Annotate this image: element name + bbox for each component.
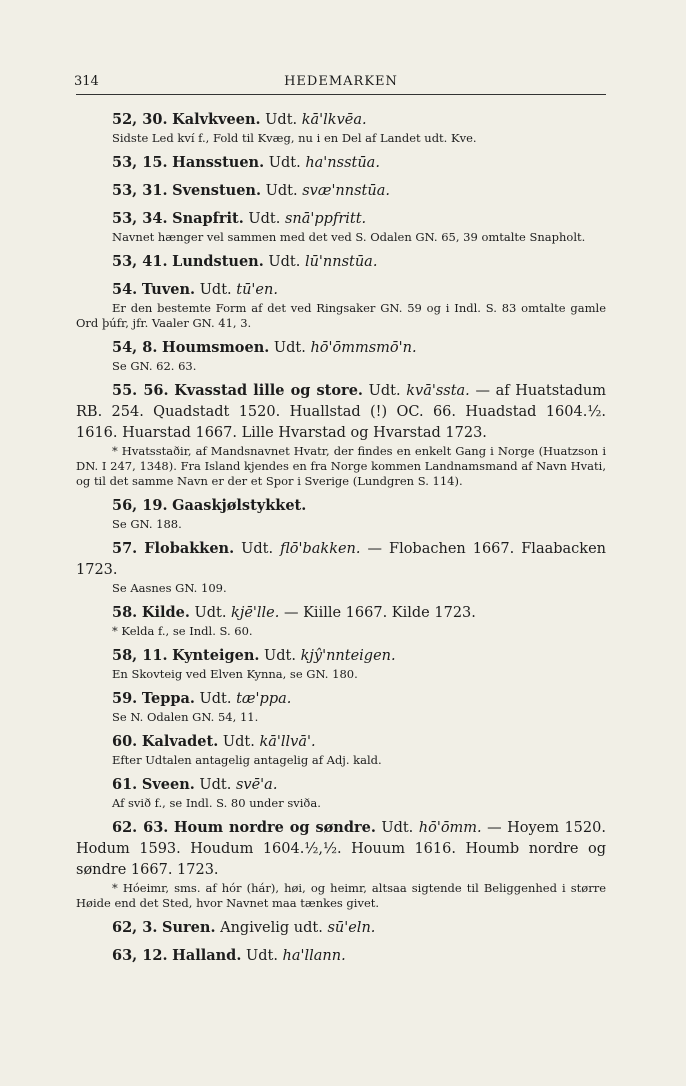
entry-headword-line: [76, 774, 606, 796]
entry-pronunciation: hō'ōmmsmō'n.: [310, 340, 417, 356]
entry-number: 55. 56.: [112, 382, 169, 399]
entry: [76, 688, 606, 725]
entry-headword-line: [76, 645, 606, 667]
entry-name: Hansstuen.: [172, 154, 265, 171]
entry-name: Snapfrit.: [172, 210, 244, 227]
entry-label: Udt.: [263, 254, 305, 270]
entry-note: * Hvatsstaðir, af Mandsnavnet Hvatr, der findes en enkelt Gang i Norge (Huatzson i DN. I 247, 1348). Fra Island kjendes en fra Norge kommen Landnamsmand af Navn Hvati, og til det samme Navn er der et Spor i Sverige (Lundgren S. 114).: [76, 444, 606, 488]
entry-pronunciation: kā'lkvēa.: [301, 112, 367, 128]
entry: [76, 180, 606, 202]
entry-pronunciation: snā'ppfritt.: [284, 211, 367, 227]
entry-name: Halland.: [172, 947, 242, 964]
entry-note: Se GN. 62. 63.: [112, 359, 197, 373]
running-title: HEDEMARKEN: [284, 74, 398, 89]
entry-note: Navnet hænger vel sammen med det ved S. Odalen GN. 65, 39 omtalte Snapholt.: [112, 230, 586, 244]
entry-number: 59.: [112, 690, 138, 707]
entry-name: Teppa.: [141, 690, 195, 707]
entry-sources: — Hoyem 1520. Hodum 1593. Houdum 1604.½,½. Houum 1616. Houmb nordre og søndre 1667. 1723.: [76, 820, 606, 878]
entry-name: Gaaskjølstykket.: [172, 497, 307, 514]
entry-name: Houm nordre og søndre.: [173, 819, 376, 836]
entry-name: Houmsmoen.: [162, 339, 270, 356]
entry-pronunciation: kjē'lle.: [231, 605, 280, 621]
entry-number: 61.: [112, 776, 138, 793]
entry-label: Udt.: [362, 383, 407, 399]
entry-note: Se GN. 188.: [112, 517, 182, 531]
entry-label: Udt.: [241, 948, 283, 964]
entry-pronunciation: hō'ōmm.: [418, 820, 482, 836]
entry: [76, 645, 606, 682]
entry-name: Kvasstad lille og store.: [174, 382, 363, 399]
entry-pronunciation: lū'nnstūa.: [304, 254, 378, 270]
entry: [76, 731, 606, 768]
entry-headword-line: [76, 109, 606, 131]
document-page: [76, 72, 606, 971]
entry-pronunciation: kā'llvā'.: [259, 734, 316, 750]
entry-note: Er den bestemte Form af det ved Ringsaker GN. 59 og i Indl. S. 83 omtalte gamle Ord þúfr, jfr. Vaaler GN. 41, 3.: [76, 301, 606, 330]
entry-headword-line: [76, 180, 606, 202]
entry-number: 53, 15.: [112, 154, 168, 171]
entry-pronunciation: kjŷ'nnteigen.: [300, 648, 396, 664]
entry-label: Angivelig udt.: [215, 920, 328, 936]
entry: [76, 945, 606, 967]
entry-pronunciation: flō'bakken.: [280, 541, 361, 557]
entry-list: [76, 109, 606, 967]
entry-note: Sidste Led kví f., Fold til Kvæg, nu i en Del af Landet udt. Kve.: [112, 131, 477, 145]
entry-number: 54.: [112, 281, 138, 298]
entry-name: Kynteigen.: [172, 647, 260, 664]
entry: [76, 538, 606, 596]
entry-label: Udt.: [189, 605, 232, 621]
entry-headword-line: [76, 688, 606, 710]
entry-number: 57.: [112, 540, 138, 557]
entry-headword-line: [76, 917, 606, 939]
entry-headword-line: [76, 817, 606, 881]
entry-label: Udt.: [261, 183, 303, 199]
entry-label: Udt.: [243, 211, 285, 227]
entry-name: Flobakken.: [144, 540, 235, 557]
entry-number: 53, 31.: [112, 182, 168, 199]
entry-name: Kalvkveen.: [172, 111, 261, 128]
entry-label: Udt.: [259, 648, 301, 664]
entry-note: En Skovteig ved Elven Kynna, se GN. 180.: [112, 667, 358, 681]
entry: [76, 380, 606, 489]
entry-name: Kalvadet.: [141, 733, 219, 750]
entry-headword-line: [76, 495, 606, 517]
entry-name: Kilde.: [141, 604, 190, 621]
entry-pronunciation: ha'llann.: [282, 948, 346, 964]
entry-pronunciation: svæ'nnstūa.: [302, 183, 390, 199]
entry-note: Se Aasnes GN. 109.: [112, 581, 227, 595]
entry: [76, 109, 606, 146]
entry: [76, 208, 606, 245]
entry-name: Svenstuen.: [172, 182, 262, 199]
entry-note: Af svið f., se Indl. S. 80 under sviða.: [112, 796, 321, 810]
entry-label: Udt.: [375, 820, 419, 836]
entry: [76, 817, 606, 911]
entry: [76, 279, 606, 331]
entry-number: 62, 3.: [112, 919, 158, 936]
entry-label: Udt.: [264, 155, 306, 171]
entry-headword-line: [76, 279, 606, 301]
entry: [76, 251, 606, 273]
entry-pronunciation: kvā'ssta.: [406, 383, 470, 399]
entry-name: Tuven.: [141, 281, 196, 298]
entry-note: * Hóeimr, sms. af hór (hár), høi, og heimr, altsaa sigtende til Beliggenhed i større Høide end det Sted, hvor Navnet maa tænkes givet.: [76, 881, 606, 910]
entry-label: Udt.: [234, 541, 281, 557]
entry: [76, 152, 606, 174]
entry: [76, 602, 606, 639]
entry-name: Sveen.: [141, 776, 195, 793]
entry-number: 62. 63.: [112, 819, 169, 836]
entry: [76, 917, 606, 939]
entry-name: Lundstuen.: [172, 253, 264, 270]
entry-note: * Kelda f., se Indl. S. 60.: [112, 624, 253, 638]
entry-number: 56, 19.: [112, 497, 168, 514]
entry-number: 63, 12.: [112, 947, 168, 964]
entry-headword-line: [76, 337, 606, 359]
entry-pronunciation: svē'a.: [235, 777, 278, 793]
entry-label: Udt.: [194, 691, 237, 707]
entry-pronunciation: tæ'ppa.: [236, 691, 292, 707]
entry-sources: — Kiille 1667. Kilde 1723.: [279, 605, 476, 621]
entry-label: Udt.: [195, 282, 237, 298]
entry-headword-line: [76, 208, 606, 230]
entry-headword-line: [76, 945, 606, 967]
entry-number: 54, 8.: [112, 339, 158, 356]
entry-label: Udt.: [218, 734, 260, 750]
entry-label: Udt.: [260, 112, 302, 128]
entry-number: 52, 30.: [112, 111, 168, 128]
entry-sources: — Flobachen 1667. Flaabacken 1723.: [76, 541, 606, 578]
entry-pronunciation: tū'en.: [236, 282, 278, 298]
entry-headword-line: [76, 152, 606, 174]
entry-name: Suren.: [162, 919, 216, 936]
entry: [76, 774, 606, 811]
entry-headword-line: [76, 731, 606, 753]
entry-number: 60.: [112, 733, 138, 750]
entry-number: 53, 41.: [112, 253, 168, 270]
entry-pronunciation: sū'eln.: [327, 920, 376, 936]
entry-label: Udt.: [194, 777, 236, 793]
entry-number: 58.: [112, 604, 138, 621]
entry-label: Udt.: [269, 340, 311, 356]
entry-headword-line: [76, 251, 606, 273]
entry-note: Efter Udtalen antagelig antagelig af Adj. kald.: [112, 753, 382, 767]
entry-headword-line: [76, 602, 606, 624]
page-header: [76, 72, 606, 95]
entry-note: Se N. Odalen GN. 54, 11.: [112, 710, 259, 724]
entry-number: 58, 11.: [112, 647, 168, 664]
entry: [76, 337, 606, 374]
entry-sources: — af Huatstadum RB. 254. Quadstadt 1520. Huallstad (!) OC. 66. Huadstad 1604.½. 1616. Huarstad 1667. Lille Hvarstad og Hvarstad 1723.: [76, 383, 606, 441]
entry-headword-line: [76, 538, 606, 581]
entry-headword-line: [76, 380, 606, 444]
entry-pronunciation: ha'nsstūa.: [305, 155, 380, 171]
entry: [76, 495, 606, 532]
entry-number: 53, 34.: [112, 210, 168, 227]
page-number: 314: [74, 74, 99, 89]
